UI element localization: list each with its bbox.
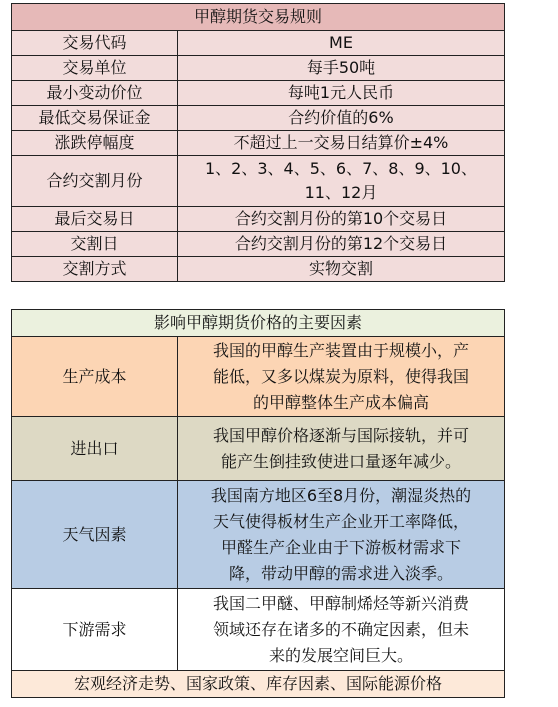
desc-line: 我国南方地区6至8月份，潮湿炎热的 <box>210 485 472 505</box>
table-row <box>12 417 505 481</box>
desc-line: 甲醛生产企业由于下游板材需求下 <box>220 537 461 557</box>
row-label: 涨跌停幅度 <box>12 131 178 156</box>
price-factors-table <box>11 309 505 698</box>
value-line: 11、12月 <box>304 183 378 202</box>
value-line: 1、2、3、4、5、6、7、8、9、10、 <box>205 159 477 178</box>
desc-line: 的甲醇整体生产成本偏高 <box>252 392 429 412</box>
factor-label: 下游需求 <box>12 589 178 671</box>
row-label: 最小变动价位 <box>12 81 178 106</box>
table-row <box>12 481 505 589</box>
row-label: 交易代码 <box>12 31 178 56</box>
row-value: 实物交割 <box>178 257 505 282</box>
row-value: 不超过上一交易日结算价±4% <box>178 131 505 156</box>
desc-line: 我国的甲醇生产装置由于规模小，产 <box>212 340 469 360</box>
table-row <box>12 207 505 232</box>
trading-rules-table <box>11 3 505 282</box>
row-label: 最低交易保证金 <box>12 106 178 131</box>
row-label: 交割日 <box>12 232 178 257</box>
desc-line: 降，带动甲醇的需求进入淡季。 <box>228 563 453 583</box>
row-value: 合约价值的6% <box>178 106 505 131</box>
desc-line: 天气使得板材生产企业开工率降低， <box>212 511 469 531</box>
row-value <box>178 156 505 207</box>
row-value: 合约交割月份的第10个交易日 <box>178 207 505 232</box>
row-value: ME <box>178 31 505 56</box>
table-row <box>12 106 505 131</box>
factor-description <box>178 337 505 417</box>
table-row <box>12 31 505 56</box>
factor-label: 进出口 <box>12 417 178 481</box>
table-row <box>12 232 505 257</box>
desc-line: 能低，又多以煤炭为原料，使得我国 <box>212 366 469 386</box>
desc-line: 领域还存在诸多的不确定因素，但未 <box>212 619 469 639</box>
row-label: 交割方式 <box>12 257 178 282</box>
table-row <box>12 81 505 106</box>
row-label: 交易单位 <box>12 56 178 81</box>
row-value: 每吨1元人民币 <box>178 81 505 106</box>
table-row <box>12 131 505 156</box>
factors-title: 影响甲醇期货价格的主要因素 <box>12 310 505 337</box>
desc-line: 我国二甲醚、甲醇制烯烃等新兴消费 <box>212 593 469 613</box>
desc-line: 能产生倒挂致使进口量逐年减少。 <box>220 451 461 471</box>
factor-label: 生产成本 <box>12 337 178 417</box>
table-row <box>12 589 505 671</box>
row-value: 合约交割月份的第12个交易日 <box>178 232 505 257</box>
rules-title: 甲醇期货交易规则 <box>12 4 505 31</box>
row-label: 合约交割月份 <box>12 156 178 207</box>
factor-description <box>178 481 505 589</box>
factor-description <box>178 589 505 671</box>
table-row <box>12 156 505 207</box>
row-label: 最后交易日 <box>12 207 178 232</box>
desc-line: 来的发展空间巨大。 <box>268 645 413 665</box>
table-row <box>12 257 505 282</box>
factors-footer: 宏观经济走势、国家政策、库存因素、国际能源价格 <box>12 671 505 698</box>
table-row <box>12 337 505 417</box>
factor-description <box>178 417 505 481</box>
table-row <box>12 56 505 81</box>
desc-line: 我国甲醇价格逐渐与国际接轨，并可 <box>212 425 469 445</box>
row-value: 每手50吨 <box>178 56 505 81</box>
factor-label: 天气因素 <box>12 481 178 589</box>
